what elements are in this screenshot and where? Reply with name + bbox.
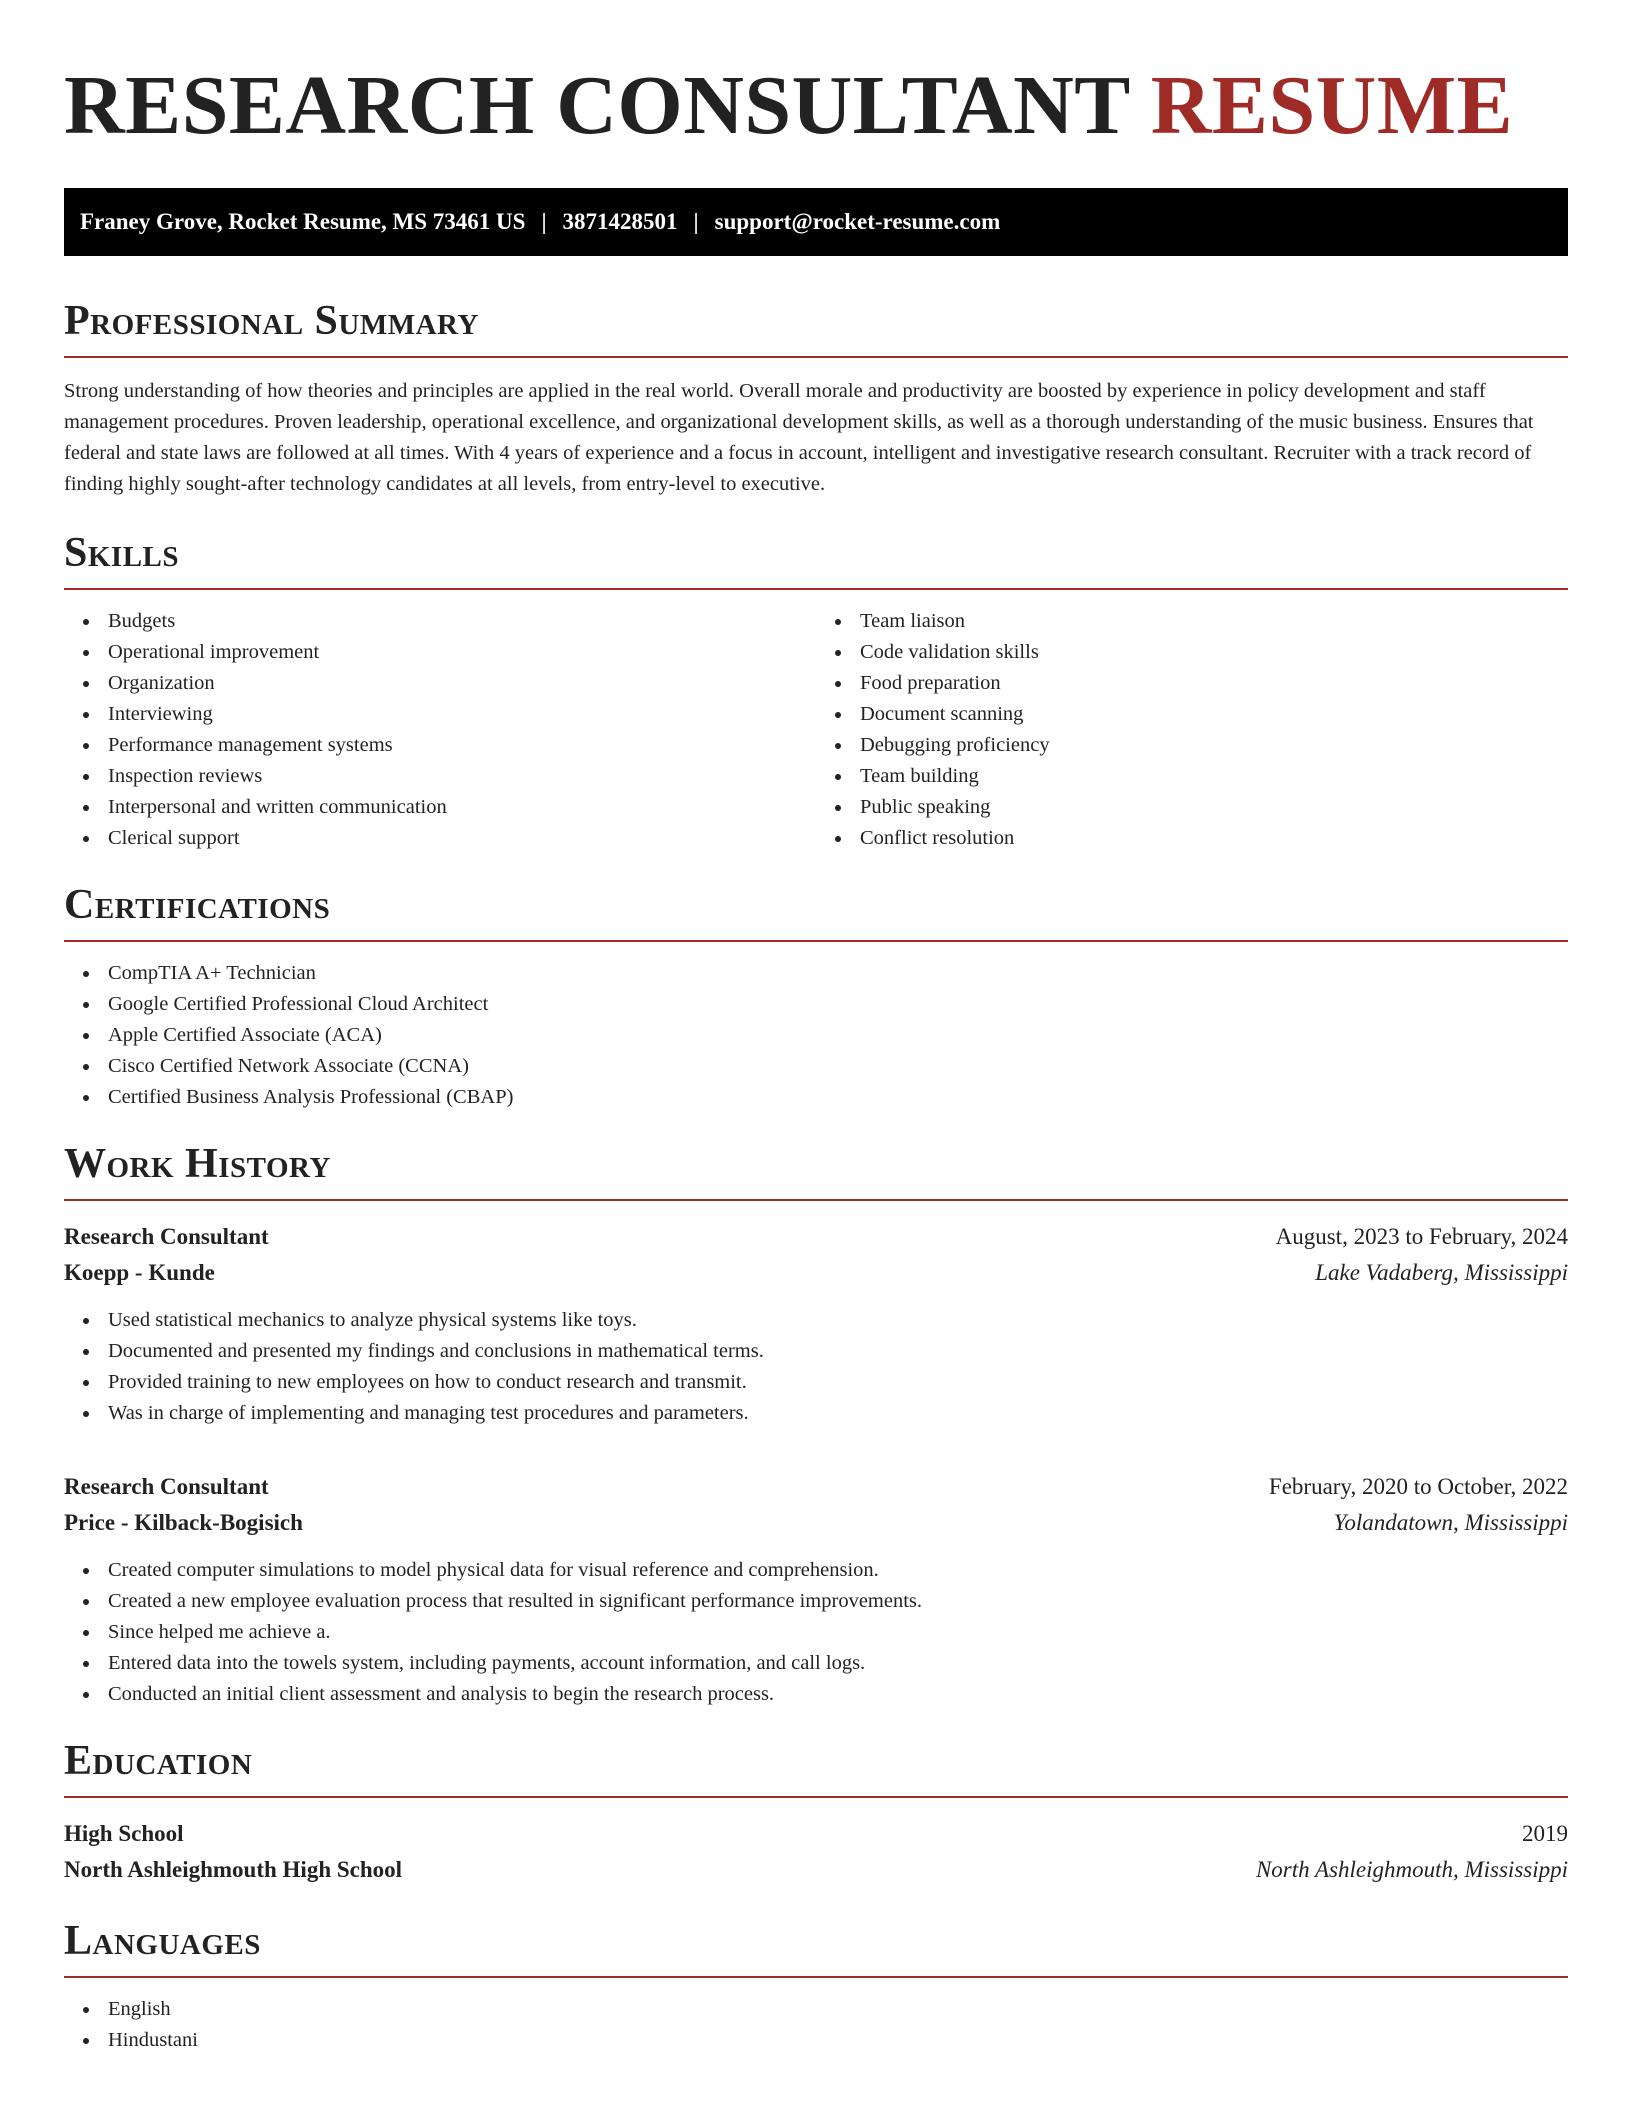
certification-item: CompTIA A+ Technician (108, 958, 1568, 989)
skill-item: Clerical support (108, 823, 816, 854)
title-accent: RESUME (1150, 59, 1514, 152)
title-main: RESEARCH CONSULTANT (64, 59, 1130, 152)
skill-item: Public speaking (860, 792, 1568, 823)
contact-address: Franey Grove, Rocket Resume, MS 73461 US (80, 209, 526, 234)
job-duties-list (64, 1555, 1568, 1710)
contact-separator: | (541, 209, 547, 234)
section-heading-work-history: Work History (64, 1139, 1568, 1201)
education-section (64, 1736, 1568, 1888)
education-degree-row (64, 1816, 1568, 1852)
job-entry (64, 1219, 1568, 1429)
skill-item: Inspection reviews (108, 761, 816, 792)
job-duty-item: Entered data into the towels system, including payments, account information, and call logs. (108, 1648, 1568, 1679)
job-duty-item: Used statistical mechanics to analyze physical systems like toys. (108, 1305, 1568, 1336)
job-company-row (64, 1505, 1568, 1541)
skill-item: Budgets (108, 606, 816, 637)
certification-item: Google Certified Professional Cloud Architect (108, 989, 1568, 1020)
job-duty-item: Created computer simulations to model physical data for visual reference and comprehension. (108, 1555, 1568, 1586)
job-location: Lake Vadaberg, Mississippi (1315, 1260, 1568, 1285)
contact-separator: | (693, 209, 699, 234)
work-history-section (64, 1139, 1568, 1710)
certifications-list (64, 958, 1568, 1113)
resume-title (64, 0, 1568, 154)
job-title: Research Consultant (64, 1474, 269, 1499)
job-company-row (64, 1255, 1568, 1291)
education-degree: High School (64, 1821, 184, 1846)
languages-section (64, 1916, 1568, 2056)
skills-list-right (816, 606, 1568, 854)
job-title-row (64, 1469, 1568, 1505)
summary-text: Strong understanding of how theories and principles are applied in the real world. Overall morale and productivity are boosted by experience in policy development and staff management procedures. Proven leadership, operational excellence, and organizational development skills, as well as a thorough understanding of the music business. Ensures that federal and state laws are followed at all times. With 4 years of experience and a focus in account, intelligent and investigative research consultant. Recruiter with a track record of finding highly sought-after technology candidates at all levels, from entry-level to executive. (64, 380, 1534, 495)
certification-item: Apple Certified Associate (ACA) (108, 1020, 1568, 1051)
job-duty-item: Since helped me achieve a. (108, 1617, 1568, 1648)
languages-list (64, 1994, 1568, 2056)
job-company: Price - Kilback-Bogisich (64, 1510, 303, 1535)
skills-grid (64, 590, 1568, 854)
job-title: Research Consultant (64, 1224, 269, 1249)
skill-item: Organization (108, 668, 816, 699)
job-entry (64, 1469, 1568, 1710)
section-heading-certifications: Certifications (64, 880, 1568, 942)
certifications-section (64, 880, 1568, 1113)
contact-bar (64, 188, 1568, 256)
section-heading-languages: Languages (64, 1916, 1568, 1978)
job-duty-item: Provided training to new employees on how to conduct research and transmit. (108, 1367, 1568, 1398)
language-item: English (108, 1994, 1568, 2025)
skill-item: Interviewing (108, 699, 816, 730)
job-duty-item: Created a new employee evaluation process that resulted in significant performance improvements. (108, 1586, 1568, 1617)
job-dates: August, 2023 to February, 2024 (1275, 1224, 1568, 1249)
job-company: Koepp - Kunde (64, 1260, 215, 1285)
section-heading-summary: Professional Summary (64, 296, 1568, 358)
skill-item: Team liaison (860, 606, 1568, 637)
skill-item: Code validation skills (860, 637, 1568, 668)
professional-summary-section (64, 296, 1568, 500)
contact-email: support@rocket-resume.com (714, 209, 1001, 234)
section-heading-education: Education (64, 1736, 1568, 1798)
skill-item: Performance management systems (108, 730, 816, 761)
section-heading-skills: Skills (64, 528, 1568, 590)
education-school-row (64, 1852, 1568, 1888)
education-year: 2019 (1522, 1821, 1568, 1846)
contact-phone: 3871428501 (562, 209, 678, 234)
certification-item: Cisco Certified Network Associate (CCNA) (108, 1051, 1568, 1082)
certification-item: Certified Business Analysis Professional (CBAP) (108, 1082, 1568, 1113)
education-school: North Ashleighmouth High School (64, 1857, 403, 1882)
skill-item: Interpersonal and written communication (108, 792, 816, 823)
job-duty-item: Documented and presented my findings and conclusions in mathematical terms. (108, 1336, 1568, 1367)
skill-item: Debugging proficiency (860, 730, 1568, 761)
skill-item: Document scanning (860, 699, 1568, 730)
language-item: Hindustani (108, 2025, 1568, 2056)
skill-item: Team building (860, 761, 1568, 792)
education-entry (64, 1816, 1568, 1888)
job-duty-item: Conducted an initial client assessment and analysis to begin the research process. (108, 1679, 1568, 1710)
skill-item: Operational improvement (108, 637, 816, 668)
job-title-row (64, 1219, 1568, 1255)
job-location: Yolandatown, Mississippi (1333, 1510, 1568, 1535)
education-location: North Ashleighmouth, Mississippi (1255, 1857, 1568, 1882)
job-duty-item: Was in charge of implementing and managing test procedures and parameters. (108, 1398, 1568, 1429)
job-duties-list (64, 1305, 1568, 1429)
skill-item: Conflict resolution (860, 823, 1568, 854)
skills-section (64, 528, 1568, 854)
skill-item: Food preparation (860, 668, 1568, 699)
job-dates: February, 2020 to October, 2022 (1268, 1474, 1568, 1499)
skills-list-left (64, 606, 816, 854)
